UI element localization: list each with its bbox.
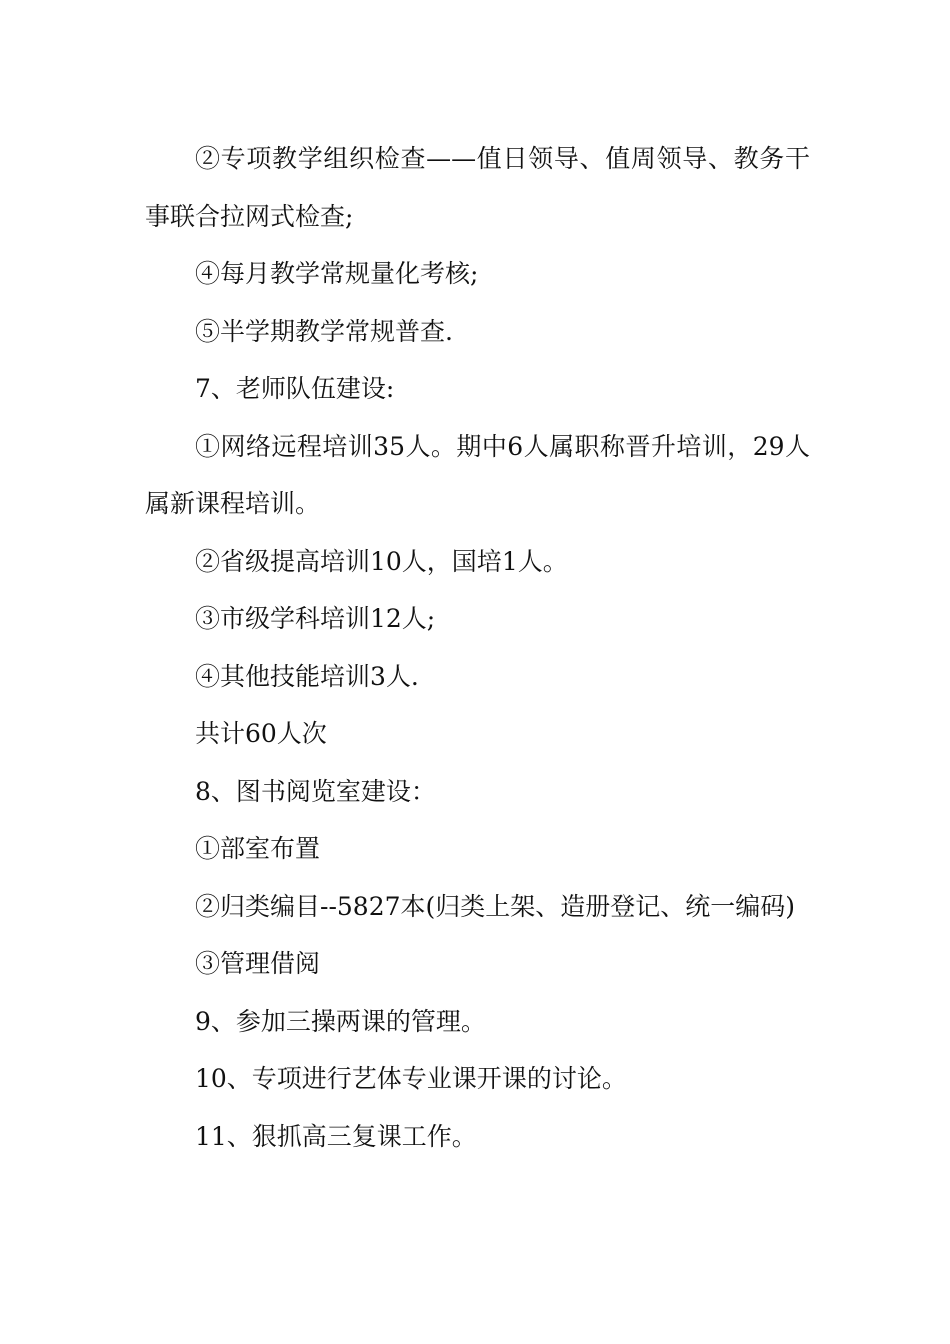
paragraph-lending: ③管理借阅	[195, 949, 321, 978]
document-body	[145, 130, 810, 1165]
heading-art-sports: 10、专项进行艺体专业课开课的讨论。	[195, 1064, 627, 1093]
heading-exercises: 9、参加三操两课的管理。	[195, 1006, 486, 1036]
paragraph-provincial-training: ②省级提高培训10人，国培1人。	[195, 546, 568, 576]
paragraph-city-training: ③市级学科培训12人;	[195, 604, 436, 633]
paragraph-monthly-assessment: ④每月教学常规量化考核;	[195, 259, 479, 288]
paragraph-total: 共计60人次	[195, 719, 327, 748]
heading-senior-review: 11、狠抓高三复课工作。	[195, 1121, 477, 1151]
heading-teacher-team: 7、老师队伍建设:	[195, 374, 395, 403]
heading-library: 8、图书阅览室建设：	[195, 776, 436, 806]
paragraph-remote-training: ①网络远程培训35人。期中6人属职称晋升培训，29人属新课程培训。	[145, 431, 810, 518]
paragraph-inspection: ②专项教学组织检查——值日领导、值周领导、教务干事联合拉网式检查;	[145, 144, 810, 231]
paragraph-room-layout: ①部室布置	[195, 834, 321, 863]
paragraph-other-training: ④其他技能培训3人.	[195, 661, 419, 691]
paragraph-cataloging: ②归类编目--5827本(归类上架、造册登记、统一编码)	[195, 891, 796, 921]
paragraph-semester-survey: ⑤半学期教学常规普查.	[195, 316, 453, 346]
